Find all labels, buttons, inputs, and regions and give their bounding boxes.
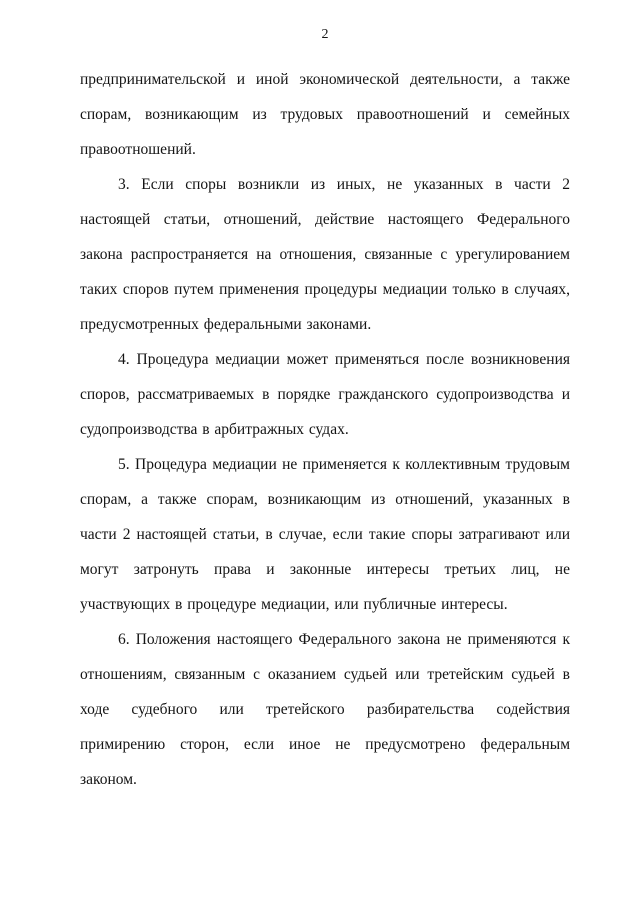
paragraph-clause-4: 4. Процедура медиации может применяться после возникновения споров, рассматриваемых в порядке гражданского судопроизводства и судопроизводства в арбитражных судах. xyxy=(80,351,570,438)
page-number: 2 xyxy=(321,27,329,42)
paragraph-clause-6: 6. Положения настоящего Федерального закона не применяются к отношениям, связанным с оказанием судьей или третейским судьей в ходе судебного или третейского разбирательства содействия примирению сторон, если иное не предусмотрено федеральным законом. xyxy=(80,631,570,788)
paragraph-continuation: предпринимательской и иной экономической деятельности, а также спорам, возникающим из трудовых правоотношений и семейных правоотношений. xyxy=(80,71,570,158)
paragraph-clause-5: 5. Процедура медиации не применяется к коллективным трудовым спорам, а также спорам, возникающим из отношений, указанных в части 2 настоящей статьи, в случае, если такие споры затрагивают или могут затронуть права и законные интересы третьих лиц, не участвующих в процедуре медиации, или публичные интересы. xyxy=(80,456,570,613)
paragraph-clause-3: 3. Если споры возникли из иных, не указанных в части 2 настоящей статьи, отношений, действие настоящего Федерального закона распространяется на отношения, связанные с урегулированием таких споров путем применения процедуры медиации только в случаях, предусмотренных федеральными законами. xyxy=(80,176,570,333)
document-body xyxy=(80,62,570,797)
